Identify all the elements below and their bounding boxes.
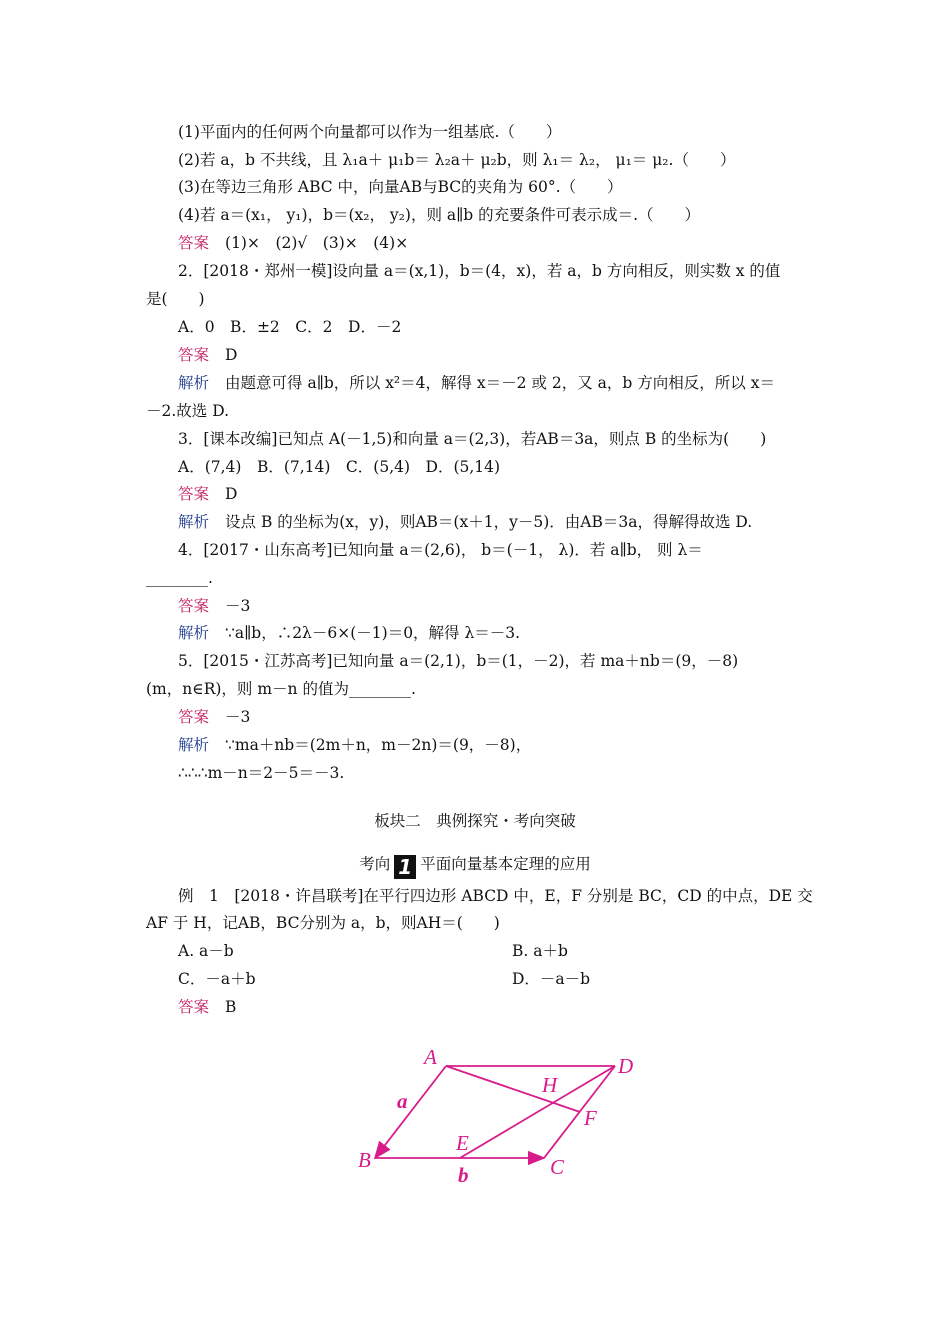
explanation-label: 解析 [178,513,210,531]
option-b: B. a＋b [512,942,568,960]
option-a: A. a－b [178,942,234,960]
answer-label: 答案 [178,346,210,364]
explanation-text: ∵a∥b，∴2λ－6×(－1)＝0，解得 λ＝－3. [225,624,521,642]
example-1-line-2: AF 于 H，记AB，BC分别为 a，b，则AH＝( ) [146,914,500,932]
answer-label: 答案 [178,708,210,726]
answer-text: D [225,346,238,364]
answer-label: 答案 [178,597,210,615]
question-1-1: (1)平面内的任何两个向量都可以作为一组基底.（ ） [178,123,562,141]
answer-text: B [225,998,237,1016]
explanation-3 [178,512,752,532]
explanation-label: 解析 [178,374,210,392]
question-1-3: (3)在等边三角形 ABC 中，向量AB与BC的夹角为 60°.（ ） [178,178,623,196]
explanation-2-line-2: －2.故选 D. [146,402,230,420]
answer-label: 答案 [178,485,210,503]
subsection-title: 平面向量基本定理的应用 [420,855,591,873]
explanation-text: 由题意可得 a∥b，所以 x²＝4，解得 x＝－2 或 2，又 a，b 方向相反，所以 x＝ [225,374,775,392]
vector-a [375,1066,446,1158]
answer-text: －3 [225,708,251,726]
label-f-point: F [584,1106,597,1130]
label-b-point: B [358,1148,371,1172]
explanation-5-line-2: ∴∴∴m－n＝2－5＝－3. [178,764,345,782]
section-heading: 板块二 典例探究・考向突破 [374,812,576,830]
subsection-heading [0,854,950,879]
question-1-4: (4)若 a＝(x₁， y₁)，b＝(x₂， y₂)，则 a∥b 的充要条件可表示成＝.（ ） [178,206,701,224]
question-5-line-2: (m，n∈R)，则 m－n 的值为________. [146,680,416,698]
answer-label: 答案 [178,998,210,1016]
label-a-point: A [424,1045,437,1069]
answer-2 [178,345,237,365]
question-2-options: A．0 B．±2 C．2 D．－2 [178,318,402,336]
answer-5 [178,707,250,727]
explanation-5-line-1 [178,735,531,755]
parallelogram-figure [340,1026,646,1202]
answer-6 [178,997,236,1017]
explanation-text: 设点 B 的坐标为(x，y)，则AB＝(x＋1，y－5)．由AB＝3a，得解得故选 D. [225,513,753,531]
question-5-line-1: 5．[2015・江苏高考]已知向量 a＝(2,1)，b＝(1，－2)，若 ma＋nb＝(9，－8) [178,652,739,670]
subsection-number-badge: 1 [394,855,416,879]
label-vector-a: a [397,1089,408,1113]
option-c: C．－a＋b [178,970,256,988]
label-c-point: C [550,1155,565,1179]
answer-1 [178,233,408,253]
label-vector-b: b [458,1163,469,1187]
question-3-options: A．(7,4) B．(7,14) C．(5,4) D．(5,14) [178,458,501,476]
answer-text: D [225,485,238,503]
explanation-2-line-1 [178,373,775,393]
question-1-2: (2)若 a，b 不共线，且 λ₁a＋ μ₁b＝ λ₂a＋ μ₂b，则 λ₁＝ λ₂， μ₁＝ μ₂.（ ） [178,151,736,169]
option-d: D．－a－b [512,970,591,988]
example-1-line-1: 例 1 [2018・许昌联考]在平行四边形 ABCD 中，E，F 分别是 BC，CD 的中点，DE 交 [178,887,813,905]
question-2-line-1: 2．[2018・郑州一模]设向量 a＝(x,1)，b＝(4，x)，若 a，b 方向相反，则实数 x 的值 [178,262,781,280]
question-4-line-1: 4．[2017・山东高考]已知向量 a＝(2,6)， b＝(－1， λ)．若 a∥b， 则 λ＝ [178,541,703,559]
explanation-text: ∵ma＋nb＝(2m＋n，m－2n)＝(9，－8)， [225,736,532,754]
subsection-prefix: 考向 [359,855,391,873]
answer-text: (1)× (2)√ (3)× (4)× [225,234,409,252]
question-2-line-2: 是( ) [146,290,205,308]
answer-4 [178,596,250,616]
explanation-4 [178,623,520,643]
label-h-point: H [542,1073,558,1097]
question-3: 3．[课本改编]已知点 A(－1,5)和向量 a＝(2,3)，若AB＝3a，则点 B 的坐标为( ) [178,430,767,448]
label-d-point: D [618,1054,634,1078]
segment-af [446,1066,580,1112]
answer-text: －3 [225,597,251,615]
explanation-label: 解析 [178,624,210,642]
explanation-label: 解析 [178,736,210,754]
answer-3 [178,484,237,504]
question-4-line-2: ________. [146,569,213,587]
label-e-point: E [456,1131,469,1155]
answer-label: 答案 [178,234,210,252]
